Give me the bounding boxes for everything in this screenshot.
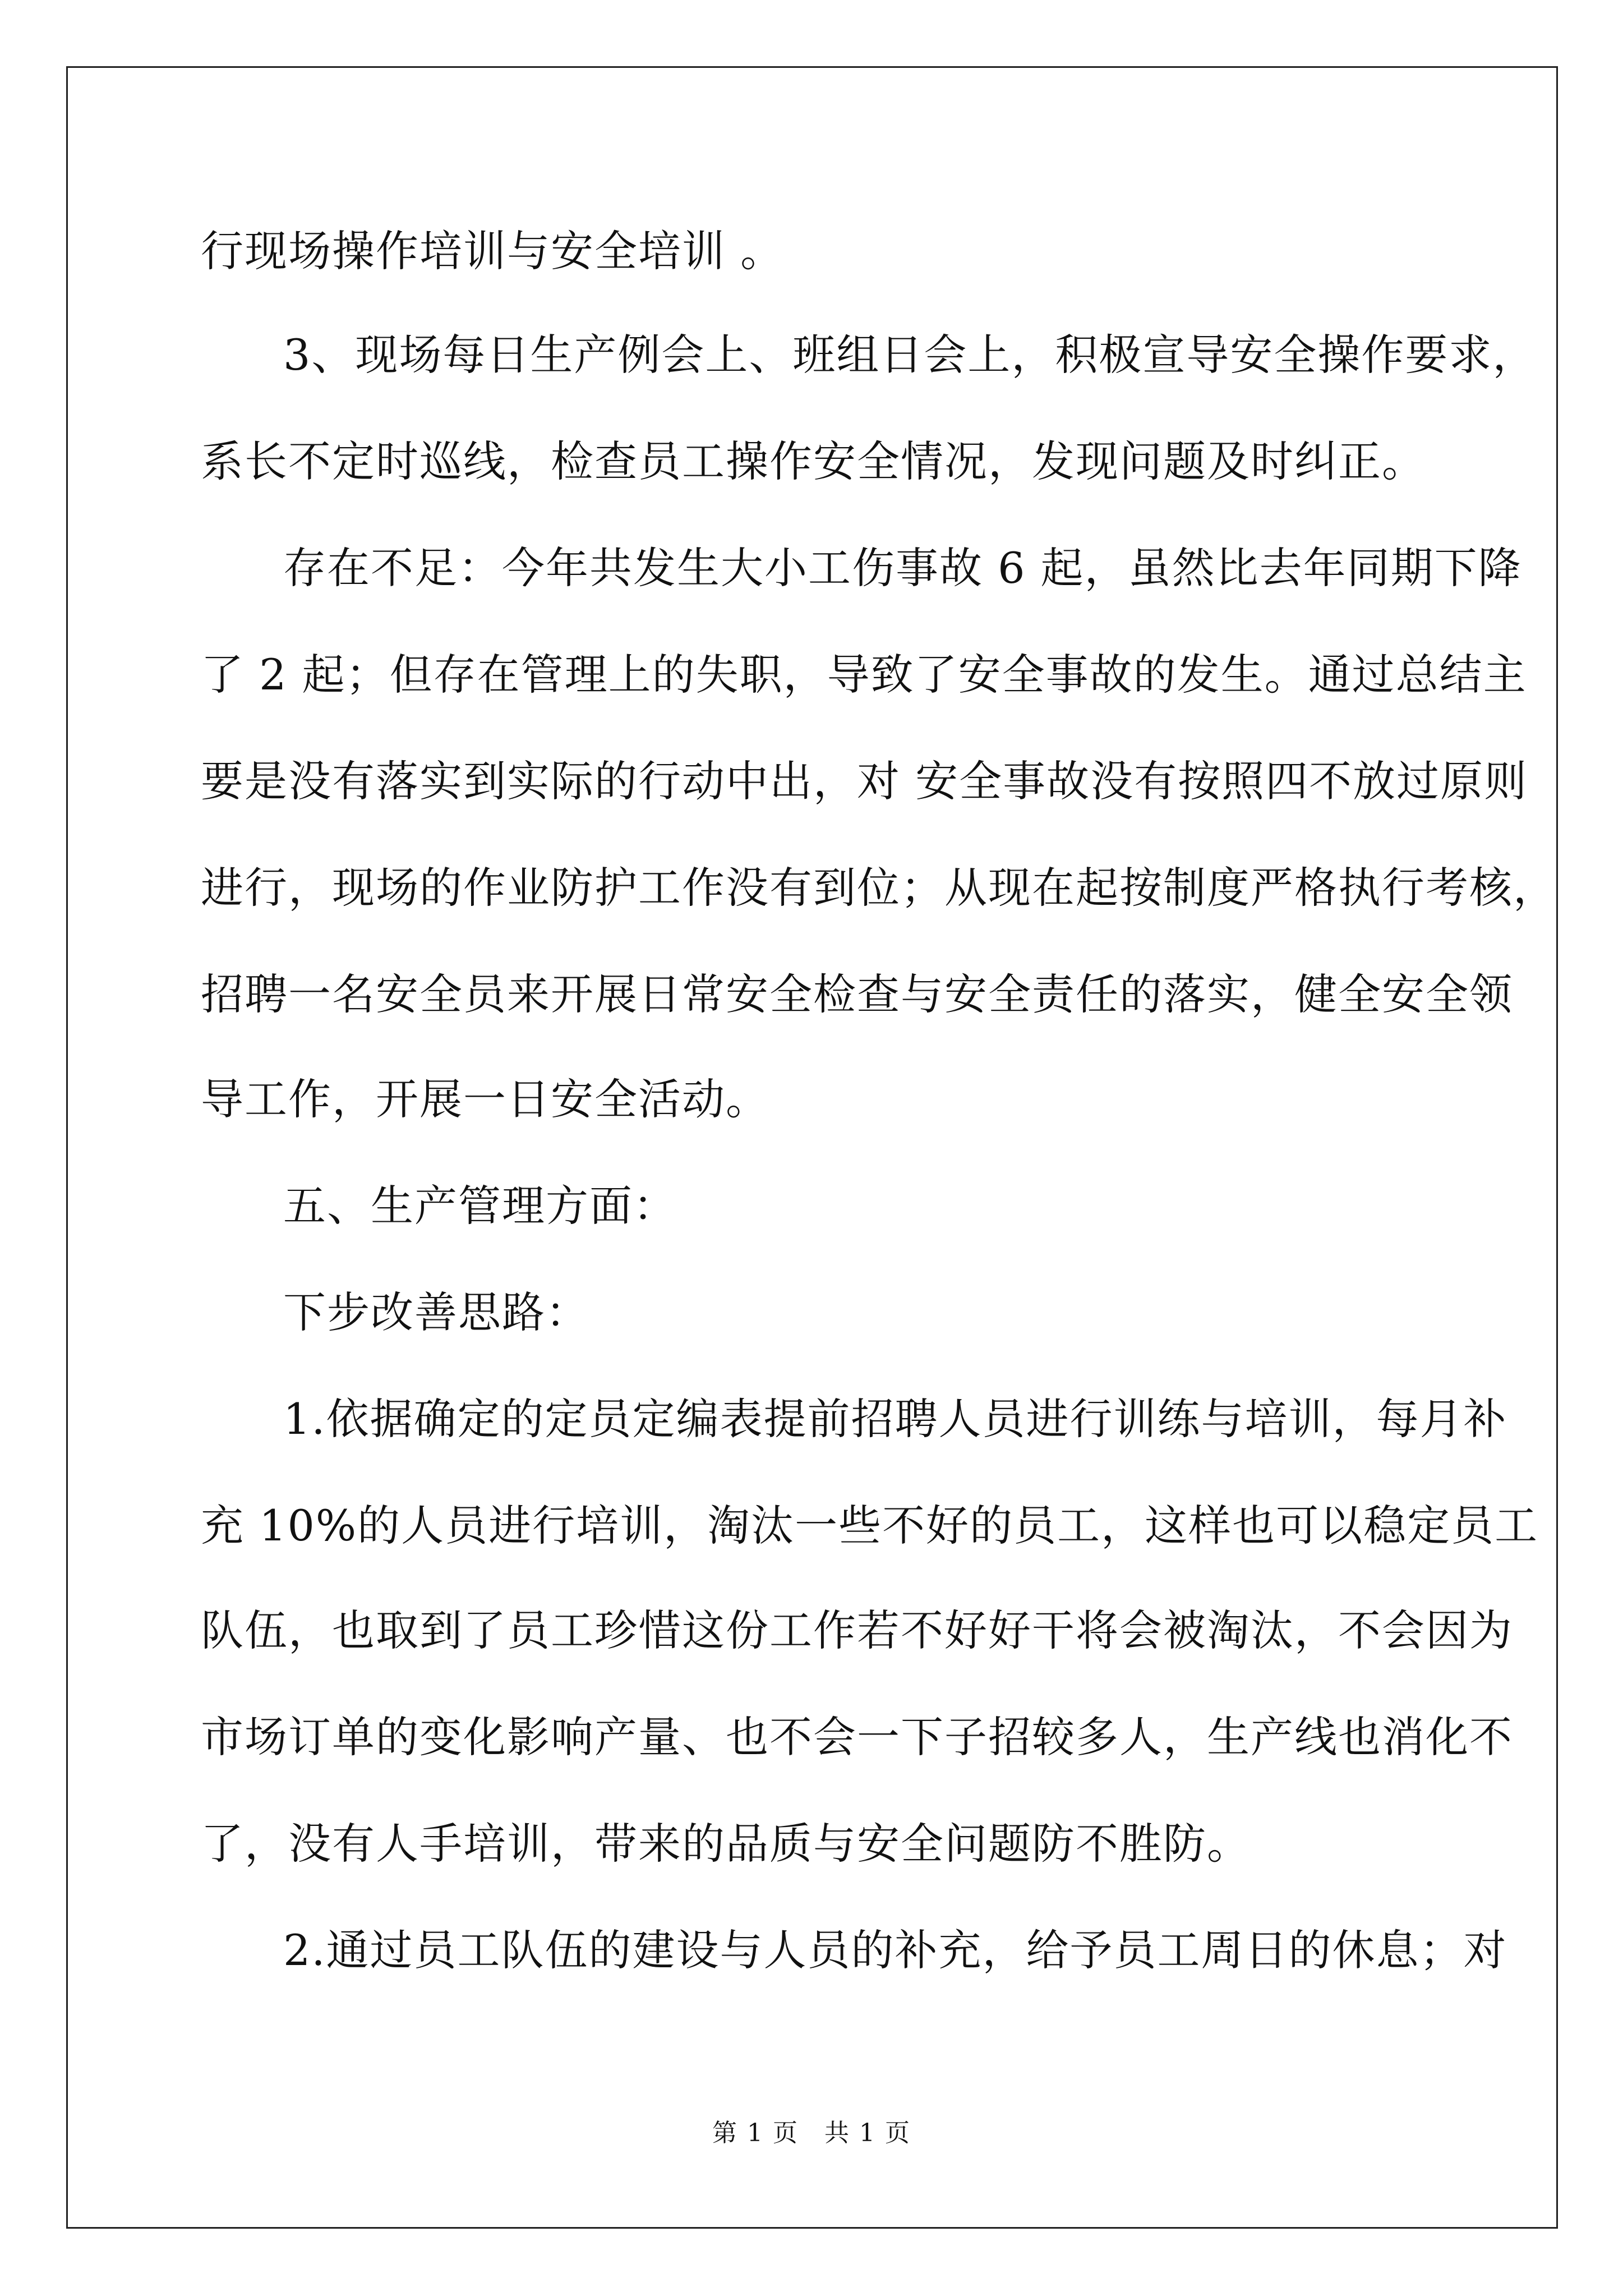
text-line-15: 市场订单的变化影响产量、也不会一下子招较多人，生产线也消化不 bbox=[201, 1712, 1513, 1762]
text-line-1: 行现场操作培训与安全培训 。 bbox=[201, 226, 785, 276]
text-line-5: 了 2 起；但存在管理上的失职，导致了安全事故的发生。通过总结主 bbox=[201, 650, 1527, 700]
text-line-8: 招聘一名安全员来开展日常安全检查与安全责任的落实，健全安全领 bbox=[201, 969, 1513, 1019]
text-line-7: 进行，现场的作业防护工作没有到位；从现在起按制度严格执行考核， bbox=[201, 863, 1557, 913]
text-line-17: 2.通过员工队伍的建设与人员的补充，给予员工周日的休息；对 bbox=[283, 1925, 1507, 1975]
text-line-12: 1.依据确定的定员定编表提前招聘人员进行训练与培训，每月补 bbox=[283, 1394, 1507, 1444]
section-heading: 五、生产管理方面： bbox=[283, 1181, 677, 1231]
text-line-6: 要是没有落实到实际的行动中出，对 安全事故没有按照四不放过原则 bbox=[201, 756, 1528, 806]
page-border bbox=[66, 66, 1558, 2229]
page-number-footer: 第 1 页 共 1 页 bbox=[712, 2119, 911, 2147]
text-line-9: 导工作，开展一日安全活动。 bbox=[201, 1074, 769, 1124]
subheading: 下步改善思路： bbox=[283, 1287, 589, 1337]
text-line-13: 充 10%的人员进行培训，淘汰一些不好的员工，这样也可以稳定员工 bbox=[201, 1501, 1539, 1550]
text-line-3: 系长不定时巡线，检查员工操作安全情况，发现问题及时纠正。 bbox=[201, 436, 1426, 486]
text-line-4: 存在不足：今年共发生大小工伤事故 6 起，虽然比去年同期下降 bbox=[283, 543, 1522, 593]
text-line-2: 3、现场每日生产例会上、班组日会上，积极宣导安全操作要求， bbox=[283, 330, 1537, 380]
text-line-14: 队伍，也取到了员工珍惜这份工作若不好好干将会被淘汰，不会因为 bbox=[201, 1605, 1513, 1655]
text-line-16: 了，没有人手培训，带来的品质与安全问题防不胜防。 bbox=[201, 1819, 1251, 1869]
